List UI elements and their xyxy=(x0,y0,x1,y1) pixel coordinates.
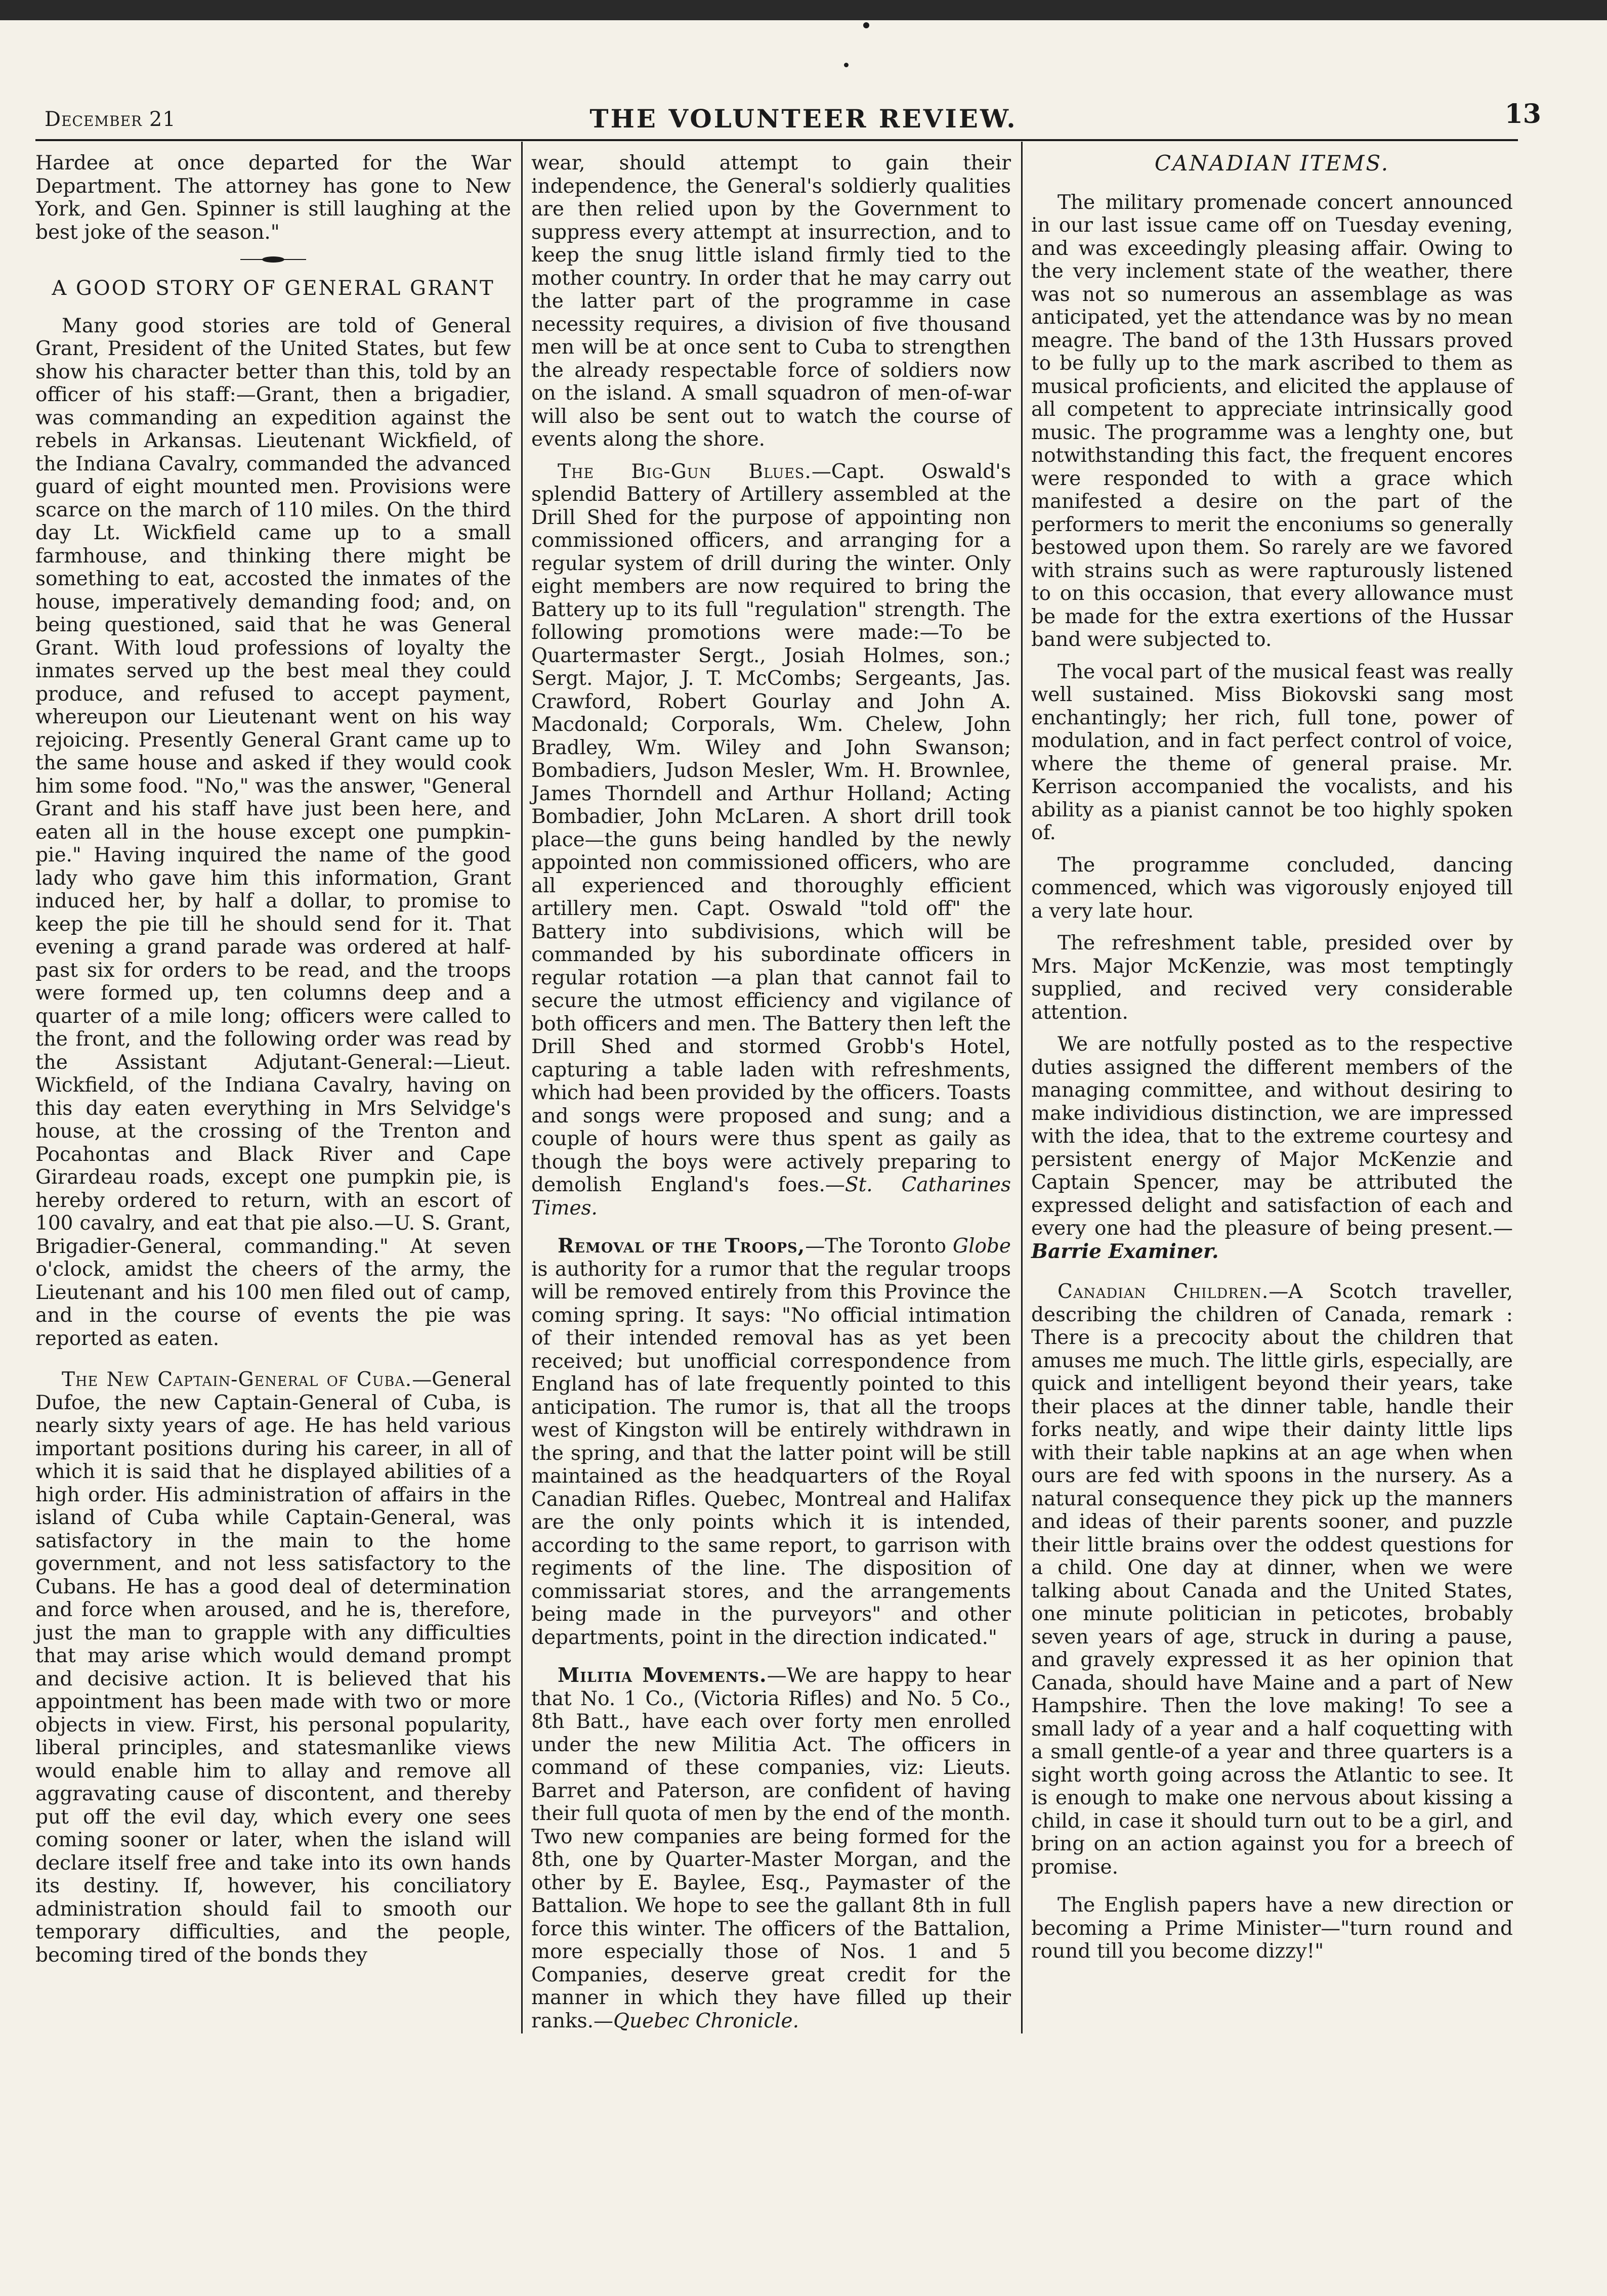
militia-body: —We are happy to hear that No. 1 Co., (Victoria Rifles) and No. 5 Co., 8th Batt., have each over forty men enrolled under the new Militia Act. The officers in command of these companies, viz: Lieuts. Barret and Paterson, are confident of having their full quota of men by the end of the month. Two new companies are being formed for the 8th, one by Quarter-Master Morgan, and the other by E. Baylee, Esq., Paymaster of the Battalion. We hope to see the gallant 8th in full force this winter. The officers of the Battalion, more especially those of Nos. 1 and 5 Companies, deserve great credit for the manner in which they have filled up their ranks.— xyxy=(531,1664,1011,2032)
removal-body-a: —The Toronto xyxy=(805,1235,953,1258)
concert-paragraph-4: The refreshment table, presided over by Mrs. Major McKenzie, was most temptingly supplied, and recived very considerable attention. xyxy=(1031,932,1513,1024)
paragraph-continued: Hardee at once departed for the War Department. The attorney has gone to New York, and Gen. Spinner is still laughing at the best joke of the season." xyxy=(35,152,511,244)
english-papers-note: The English papers have a new direction or becoming a Prime Minister—"turn round and round till you become dizzy!" xyxy=(1031,1894,1513,1963)
cuba-continued: wear, should attempt to gain their independence, the General's soldierly qualities are then relied upon by the Government to suppress every attempt at insurrection, and to keep the snug little island firmly tied to the mother country. In order that he may carry out the latter part of the programme in case necessity requires, a division of five thousand men will be at once sent to Cuba to strengthen the already respectable force of soldiers now on the island. A small squadron of men-of-war will also be sent out to watch the course of events along the shore. xyxy=(531,152,1011,451)
column-2 xyxy=(531,152,1011,2042)
children-lead: Canadian Children. xyxy=(1058,1280,1269,1303)
removal-lead: Removal of the Troops, xyxy=(558,1234,806,1258)
removal-article xyxy=(531,1235,1011,1649)
ornamental-divider xyxy=(240,256,306,263)
removal-globe: Globe xyxy=(952,1235,1011,1258)
militia-lead: Militia Movements. xyxy=(558,1664,767,1687)
grant-headline: A GOOD STORY OF GENERAL GRANT xyxy=(52,277,495,300)
concert-paragraph-2: The vocal part of the musical feast was really well sustained. Miss Biokovski sang most enchantingly; her rich, full tone, power of modulation, and in fact perfect control of voice, where the theme of general praise. Mr. Kerrison accompanied the vocalists, and his ability as a pianist cannot be too highly spoken of. xyxy=(1031,660,1513,844)
concert-source: Barrie Examiner. xyxy=(1031,1239,1219,1263)
cuba-article xyxy=(35,1368,511,1967)
biggun-article xyxy=(531,460,1011,1220)
scan-edge-band xyxy=(0,0,1607,20)
cuba-body: —General Dufoe, the new Captain-General of Cuba, is nearly sixty years of age. He has held various important positions during his career, in all of which it is said that he displayed abilities of a high order. His administration of affairs in the island of Cuba while Captain-General, was satisfactory in the main to the home government, and not less satisfactory to the Cubans. He has a good deal of determination and force when aroused, and he is, therefore, just the man to grapple with any difficulties that may arise which would demand prompt and decisive action. It is believed that his appointment has been made with two or more objects in view. First, his personal popularity, liberal principles, and statesmanlike views would enable him to allay and remove all aggravating cause of discontent, and thereby put off the evil day, which every one sees coming sooner or later, when the island will declare itself free and take into its own hands its destiny. If, however, his conciliatory administration should fail to smooth our temporary difficulties, and the people, becoming tired of the bonds they xyxy=(35,1368,511,1967)
column-1 xyxy=(35,152,511,1976)
cuba-lead: The New Captain-General of Cuba. xyxy=(62,1368,412,1391)
children-body: —A Scotch traveller, describing the children of Canada, remark : There is a precocity about the children that amuses me much. The little girls, especially, are quick and intelligent beyond their years, take their places at the dinner table, handle their forks neatly, and wipe their dainty little lips with their table napkins at an age when when ours are fed with spoons in the nursery. As a natural consequence they pick up the manners and ideas of their parents sooner, and puzzle their little brains over the oddest questions for a child. One day at dinner, when we were talking about Canada and the United States, one minute politician in peticotes, brobably seven years of age, struck in during a pause, and gravely expressed it as her opinion that Canada, should have Maine and a part of New Hampshire. Then the love making! To see a small lady of a year and a half coquetting with a small gentle-of a year and three quarters is a sight worth going across the Atlantic to see. It is enough to make one nervous about kissing a child, in case it should turn out to be a girl, and bring on an action against you for a breech of promise. xyxy=(1031,1280,1513,1879)
biggun-source: St. Catharines Times. xyxy=(531,1174,1011,1220)
masthead-title: THE VOLUNTEER REVIEW. xyxy=(589,104,1018,134)
removal-body-b: is authority for a rumor that the regular troops will be removed entirely from this Province the coming spring. It says: "No official intimation of their intended removal has as yet been received; but unofficial correspondence from England has of late frequently pointed to this anticipation. The rumor is, that all the troops west of Kingston will be entirely withdrawn in the spring, and that the latter point will be still maintained as the headquarters of the Royal Canadian Rifles. Quebec, Montreal and Halifax are the only points which it is intended, according to the same report, to garrison with regiments of the line. The disposition of commissariat stores, and the arrangements being made in the purveyors" and other departments, point in the direction indicated." xyxy=(531,1258,1011,1649)
grant-story: Many good stories are told of General Grant, President of the United States, but few show his character better than this, told by an officer of his staff:—Grant, then a brigadier, was commanding an expedition against the rebels in Arkansas. Lieutenant Wickfield, of the Indiana Cavalry, commanded the advanced guard of eight mounted men. Provisions were scarce on the march of 110 miles. On the third day Lt. Wickfield came up to a small farmhouse, and thinking there might be something to eat, accosted the inmates of the house, imperatively demanding food; and, on being questioned, said that he was General Grant. With loud professions of loyalty the inmates served up the best meal they could produce, and refused to accept payment, whereupon our Lieutenant went on his way rejoicing. Presently General Grant came up to the same house and asked if they would cook him some food. "No," was the answer, "General Grant and his staff have just been here, and eaten all in the house except one pumpkin-pie." Having inquired the name of the good lady who gave him this information, Grant induced her, by half a dollar, to promise to keep the pie till he should send for it. That evening a grand parade was ordered at half-past six for orders to be read, and the troops were formed up, ten columns deep and a quarter of a mile long; officers were called to the front, and the following order was read by the Assistant Adjutant-General:—Lieut. Wickfield, of the Indiana Cavalry, having on this day eaten everything in Mrs Selvidge's house, at the crossing of the Trenton and Pocahontas and Black River and Cape Girardeau roads, except one pumpkin pie, is hereby ordered to return, with an escort of 100 cavalry, and eat that pie also.—U. S. Grant, Brigadier-General, commanding." At seven o'clock, amidst the cheers of the army, the Lieutenant and his 100 men filed out of camp, and in the course of events the pie was reported as eaten. xyxy=(35,314,511,1350)
page-number: 13 xyxy=(1504,99,1541,129)
header-rule xyxy=(35,139,1518,141)
children-article xyxy=(1031,1280,1513,1879)
biggun-lead: The Big-Gun Blues. xyxy=(558,460,812,483)
militia-source: Quebec Chronicle. xyxy=(613,2009,799,2032)
issue-date: December 21 xyxy=(45,108,176,131)
concert-paragraph-1: The military promenade concert announced in our last issue came off on Tuesday evening, and was exceedingly pleasing affair. Owing to the very inclement state of the weather, there was not so numerous an assemblage as was anticipated, yet the attendance was by no mean meagre. The band of the 13th Hussars proved to be fully up to the mark ascribed to them as musical proficients, and elicited the applause of all competent to appreciate intrinsically good music. The programme was a lenghty one, but notwithstanding this fact, the frequent encores were responded to with a grace which manifested a desire on the part of the performers to merit the enconiums so generally bestowed upon them. So rarely are we favored with strains such as were rapturously listened to on this occasion, that every allowance must be made for the extra exertions of the Hussar band were subjected to. xyxy=(1031,191,1513,651)
concert-paragraph-5 xyxy=(1031,1033,1513,1263)
column-rule-2 xyxy=(1021,142,1023,2033)
concert-paragraph-3: The programme concluded, dancing commenced, which was vigorously enjoyed till a very late hour. xyxy=(1031,853,1513,923)
militia-article xyxy=(531,1664,1011,2032)
canadian-items-heading: CANADIAN ITEMS. xyxy=(1154,151,1390,176)
column-rule-1 xyxy=(521,142,523,2033)
ink-speck xyxy=(863,22,869,28)
biggun-body: —Capt. Oswald's splendid Battery of Artillery assembled at the Drill Shed for the purpose of appointing non commissioned officers, and arranging for a regular system of drill during the winter. Only eight members are now required to bring the Battery up to its full "regulation" strength. The following promotions were made:—To be Quartermaster Sergt., Josiah Holmes, son.; Sergt. Major, J. T. McCombs; Sergeants, Jas. Crawford, Robert Gourlay and John A. Macdonald; Corporals, Wm. Chelew, John Bradley, Wm. Wiley and John Swanson; Bombadiers, Judson Mesler, Wm. H. Brownlee, James Thorndell and Arthur Holland; Acting Bombadier, John McLaren. A short drill took place—the guns being handled by the newly appointed non commissioned officers, who are all experienced and thoroughly efficient artillery men. Capt. Oswald "told off" the Battery into subdivisions, which will be commanded by his subordinate officers in regular rotation —a plan that cannot fail to secure the utmost efficiency and vigilance of both officers and men. The Battery then left the Drill Shed and stormed Grobb's Hotel, capturing a table laden with refreshments, which had been provided by the officers. Toasts and songs were proposed and sung; and a couple of hours were thus spent as gaily as though the boys were actively preparing to demolish England's foes.— xyxy=(531,460,1011,1196)
concert-paragraph-5-text: We are notfully posted as to the respective duties assigned the different members of the managing committee, and without desiring to make individious distinction, we are impressed with the idea, that to the extreme courtesy and persistent energy of Major McKenzie and Captain Spencer, may be attributed the expressed delight and satisfaction of each and every one had the pleasure of being present.— xyxy=(1031,1033,1513,1240)
column-3 xyxy=(1031,152,1513,1972)
ink-speck xyxy=(844,63,849,67)
